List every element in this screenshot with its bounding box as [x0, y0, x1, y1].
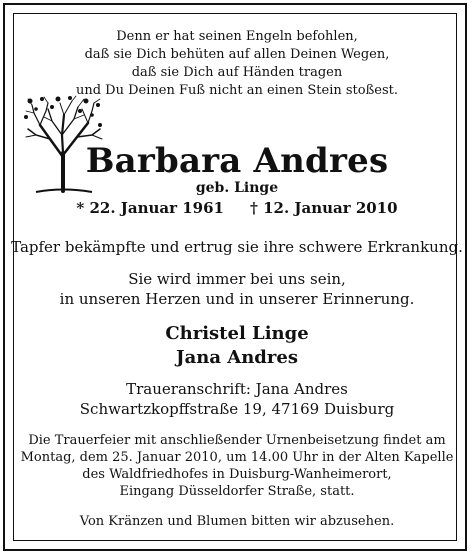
- address-line: Schwartzkopffstraße 19, 47169 Duisburg: [79, 400, 395, 418]
- mourner-name: Christel Linge: [165, 323, 309, 344]
- verse-line: daß sie Dich behüten auf allen Deinen Wegen,: [84, 47, 390, 62]
- life-dates: [0, 197, 474, 219]
- funeral-service-info: [0, 432, 474, 500]
- mourning-address: [0, 379, 474, 419]
- verse-line: daß sie Dich auf Händen tragen: [131, 65, 343, 80]
- address-line: Traueranschrift: Jana Andres: [126, 380, 348, 398]
- service-line: Montag, dem 25. Januar 2010, um 14.00 Uhr in der Alten Kapelle: [20, 450, 454, 465]
- mourners: [0, 322, 474, 370]
- bible-verse: [0, 28, 474, 100]
- remembrance-line: in unseren Herzen und in unserer Erinnerung.: [59, 290, 415, 308]
- birth-date: * 22. Januar 1961: [76, 199, 224, 217]
- verse-line: und Du Deinen Fuß nicht an einen Stein stoßest.: [75, 83, 398, 98]
- service-line: Eingang Düsseldorfer Straße, statt.: [119, 484, 355, 499]
- remembrance-text: [0, 269, 474, 309]
- remembrance-line: Sie wird immer bei uns sein,: [128, 270, 346, 288]
- verse-line: Denn er hat seinen Engeln befohlen,: [116, 29, 358, 44]
- service-line: Die Trauerfeier mit anschließender Urnenbeisetzung findet am: [28, 433, 446, 448]
- closing-request: Von Kränzen und Blumen bitten wir abzusehen.: [79, 514, 395, 529]
- deceased-name: Barbara Andres: [85, 141, 389, 181]
- illness-sentence: Tapfer bekämpfte und ertrug sie ihre schwere Erkrankung.: [11, 238, 463, 256]
- service-line: des Waldfriedhofes in Duisburg-Wanheimerort,: [82, 467, 392, 482]
- mourner-name: Jana Andres: [176, 347, 298, 368]
- birth-name: geb. Linge: [195, 180, 279, 196]
- death-date: † 12. Januar 2010: [250, 199, 398, 217]
